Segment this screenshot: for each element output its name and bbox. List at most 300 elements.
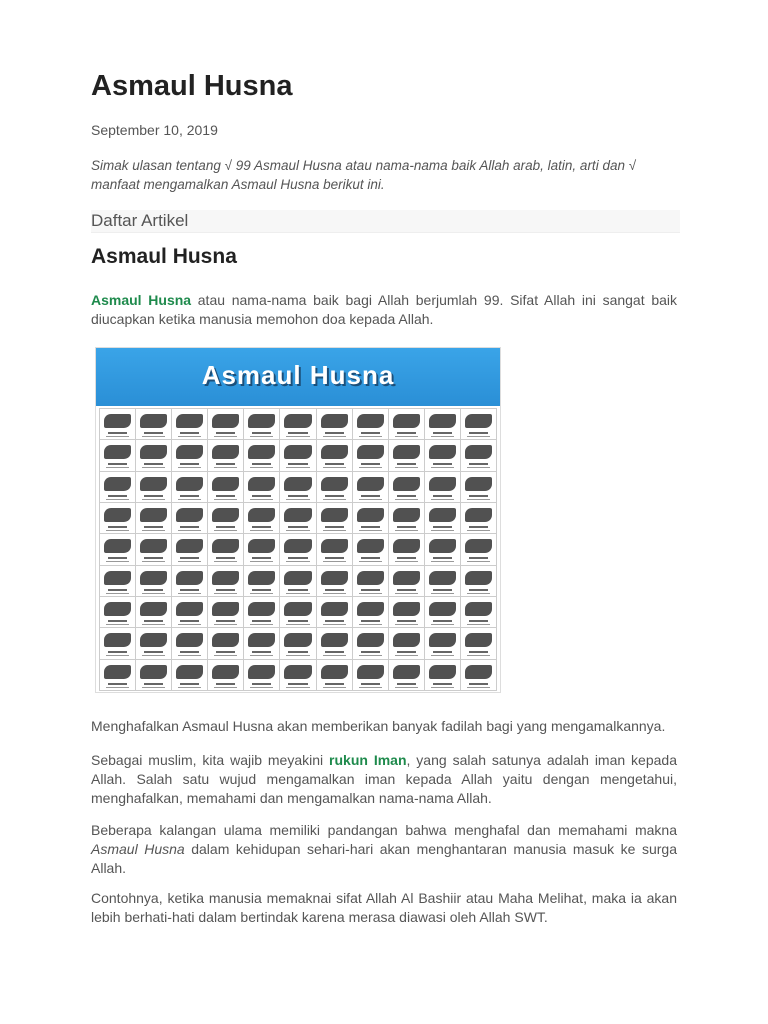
calligraphy-glyph — [321, 665, 348, 679]
calligraphy-cell — [208, 472, 244, 503]
calligraphy-cell — [244, 566, 280, 597]
calligraphy-cell — [208, 566, 244, 597]
caption-line — [106, 624, 129, 625]
calligraphy-glyph — [284, 602, 311, 616]
caption-line — [108, 526, 127, 528]
calligraphy-cell — [389, 503, 425, 534]
article-intro: Simak ulasan tentang √ 99 Asmaul Husna atau nama-nama baik Allah arab, latin, arti dan √ manfaat mengamalkan Asmaul Husna berikut ini. — [91, 158, 637, 192]
caption-line — [433, 463, 452, 465]
caption-line — [142, 436, 165, 437]
caption-line — [467, 499, 490, 500]
caption-line — [286, 593, 309, 594]
calligraphy-cell — [389, 597, 425, 628]
caption-line — [178, 655, 201, 656]
calligraphy-glyph — [212, 445, 239, 459]
caption-line — [216, 589, 235, 591]
caption-line — [216, 526, 235, 528]
caption-line — [214, 561, 237, 562]
calligraphy-cell — [172, 503, 208, 534]
calligraphy-glyph — [104, 571, 131, 585]
caption-line — [286, 655, 309, 656]
calligraphy-glyph — [248, 508, 275, 522]
caption-line — [252, 620, 271, 622]
calligraphy-glyph — [465, 508, 492, 522]
calligraphy-glyph — [357, 633, 384, 647]
caption-line — [106, 530, 129, 531]
calligraphy-glyph — [248, 571, 275, 585]
caption-line — [431, 593, 454, 594]
caption-line — [288, 463, 307, 465]
calligraphy-glyph — [104, 508, 131, 522]
caption-line — [252, 526, 271, 528]
caption-line — [467, 624, 490, 625]
calligraphy-cell — [389, 440, 425, 471]
calligraphy-glyph — [212, 477, 239, 491]
caption-line — [361, 589, 380, 591]
caption-line — [359, 624, 382, 625]
caption-line — [144, 432, 163, 434]
caption-line — [325, 526, 344, 528]
calligraphy-glyph — [465, 477, 492, 491]
caption-line — [106, 655, 129, 656]
calligraphy-glyph — [429, 665, 456, 679]
caption-line — [361, 526, 380, 528]
calligraphy-cell — [425, 628, 461, 659]
caption-line — [325, 589, 344, 591]
calligraphy-cell — [100, 597, 136, 628]
calligraphy-cell — [317, 534, 353, 565]
caption-line — [216, 683, 235, 685]
calligraphy-glyph — [284, 665, 311, 679]
caption-line — [397, 589, 416, 591]
caption-line — [469, 620, 488, 622]
calligraphy-glyph — [104, 445, 131, 459]
caption-line — [397, 620, 416, 622]
calligraphy-cell — [389, 472, 425, 503]
caption-line — [469, 589, 488, 591]
caption-line — [108, 463, 127, 465]
caption-line — [216, 495, 235, 497]
caption-line — [323, 624, 346, 625]
calligraphy-glyph — [176, 602, 203, 616]
caption-line — [431, 499, 454, 500]
caption-line — [288, 683, 307, 685]
paragraph-rukun-iman-before: Sebagai muslim, kita wajib meyakini — [91, 752, 330, 768]
calligraphy-cell — [425, 409, 461, 440]
caption-line — [106, 561, 129, 562]
caption-line — [397, 683, 416, 685]
calligraphy-cell — [172, 472, 208, 503]
caption-line — [252, 495, 271, 497]
calligraphy-glyph — [140, 633, 167, 647]
calligraphy-glyph — [429, 414, 456, 428]
section-heading: Asmaul Husna — [91, 245, 237, 268]
caption-line — [469, 432, 488, 434]
calligraphy-cell — [389, 660, 425, 691]
caption-line — [144, 557, 163, 559]
calligraphy-glyph — [393, 477, 420, 491]
calligraphy-glyph — [176, 539, 203, 553]
caption-line — [467, 467, 490, 468]
calligraphy-cell — [244, 597, 280, 628]
calligraphy-cell — [136, 660, 172, 691]
caption-line — [323, 499, 346, 500]
caption-line — [180, 432, 199, 434]
caption-line — [108, 620, 127, 622]
caption-line — [214, 436, 237, 437]
caption-line — [144, 620, 163, 622]
post-date: September 10, 2019 — [91, 122, 218, 138]
caption-line — [142, 593, 165, 594]
calligraphy-cell — [100, 566, 136, 597]
calligraphy-glyph — [357, 571, 384, 585]
caption-line — [323, 593, 346, 594]
calligraphy-glyph — [248, 602, 275, 616]
calligraphy-glyph — [393, 539, 420, 553]
caption-line — [359, 499, 382, 500]
caption-line — [467, 436, 490, 437]
caption-line — [469, 495, 488, 497]
caption-line — [325, 683, 344, 685]
calligraphy-cell — [353, 597, 389, 628]
calligraphy-glyph — [321, 602, 348, 616]
calligraphy-glyph — [393, 571, 420, 585]
calligraphy-glyph — [104, 665, 131, 679]
calligraphy-glyph — [212, 414, 239, 428]
calligraphy-glyph — [357, 445, 384, 459]
calligraphy-cell — [317, 660, 353, 691]
calligraphy-glyph — [321, 414, 348, 428]
rukun-iman-link[interactable]: rukun Iman — [329, 752, 407, 768]
caption-line — [250, 624, 273, 625]
calligraphy-cell — [208, 503, 244, 534]
caption-line — [467, 655, 490, 656]
calligraphy-glyph — [357, 539, 384, 553]
caption-line — [214, 624, 237, 625]
calligraphy-cell — [461, 566, 497, 597]
calligraphy-glyph — [176, 477, 203, 491]
calligraphy-glyph — [465, 602, 492, 616]
caption-line — [180, 620, 199, 622]
calligraphy-cell — [353, 440, 389, 471]
calligraphy-cell — [317, 472, 353, 503]
calligraphy-cell — [317, 409, 353, 440]
caption-line — [108, 557, 127, 559]
caption-line — [250, 499, 273, 500]
caption-line — [178, 593, 201, 594]
caption-line — [288, 651, 307, 653]
calligraphy-cell — [136, 597, 172, 628]
caption-line — [108, 651, 127, 653]
caption-line — [108, 589, 127, 591]
caption-line — [467, 530, 490, 531]
paragraph-ulama-after: dalam kehidupan sehari-hari akan menghantaran manusia masuk ke surga Allah. — [91, 841, 677, 876]
calligraphy-glyph — [140, 665, 167, 679]
calligraphy-glyph — [104, 633, 131, 647]
calligraphy-cell — [136, 503, 172, 534]
caption-line — [431, 436, 454, 437]
caption-line — [395, 499, 418, 500]
caption-line — [216, 651, 235, 653]
caption-line — [214, 593, 237, 594]
calligraphy-glyph — [321, 571, 348, 585]
calligraphy-glyph — [140, 508, 167, 522]
calligraphy-glyph — [284, 633, 311, 647]
caption-line — [178, 467, 201, 468]
calligraphy-glyph — [140, 602, 167, 616]
caption-line — [433, 651, 452, 653]
caption-line — [250, 530, 273, 531]
calligraphy-cell — [461, 534, 497, 565]
calligraphy-cell — [136, 534, 172, 565]
calligraphy-glyph — [248, 665, 275, 679]
paragraph-rukun-iman-after: , yang salah satunya adalah iman kepada Allah. Salah satu wujud mengamalkan iman kepada Allah yaitu dengan mengetahui, menghafalkan, memahami dan mengamalkan nama-nama Allah. — [91, 752, 677, 806]
calligraphy-cell — [172, 534, 208, 565]
calligraphy-glyph — [357, 414, 384, 428]
caption-line — [325, 620, 344, 622]
caption-line — [288, 620, 307, 622]
caption-line — [214, 499, 237, 500]
table-of-contents-toggle[interactable]: Daftar Artikel — [91, 210, 680, 233]
calligraphy-cell — [425, 472, 461, 503]
calligraphy-glyph — [393, 445, 420, 459]
caption-line — [214, 687, 237, 688]
calligraphy-cell — [461, 628, 497, 659]
calligraphy-glyph — [284, 539, 311, 553]
calligraphy-glyph — [429, 508, 456, 522]
caption-line — [395, 655, 418, 656]
calligraphy-cell — [389, 409, 425, 440]
caption-line — [323, 436, 346, 437]
caption-line — [431, 655, 454, 656]
caption-line — [250, 593, 273, 594]
caption-line — [359, 467, 382, 468]
caption-line — [288, 526, 307, 528]
calligraphy-cell — [461, 660, 497, 691]
asmaul-husna-chart-image — [95, 347, 501, 693]
caption-line — [323, 530, 346, 531]
calligraphy-glyph — [429, 445, 456, 459]
caption-line — [286, 530, 309, 531]
calligraphy-glyph — [465, 445, 492, 459]
calligraphy-glyph — [248, 445, 275, 459]
caption-line — [288, 557, 307, 559]
caption-line — [286, 467, 309, 468]
calligraphy-glyph — [357, 477, 384, 491]
calligraphy-glyph — [212, 602, 239, 616]
calligraphy-glyph — [248, 414, 275, 428]
caption-line — [252, 463, 271, 465]
calligraphy-glyph — [176, 445, 203, 459]
caption-line — [325, 463, 344, 465]
caption-line — [214, 467, 237, 468]
caption-line — [467, 561, 490, 562]
paragraph-fadilah: Menghafalkan Asmaul Husna akan memberikan banyak fadilah bagi yang mengamalkannya. — [91, 718, 666, 734]
caption-line — [288, 432, 307, 434]
paragraph-intro — [91, 291, 677, 329]
calligraphy-cell — [208, 597, 244, 628]
paragraph-intro-text: atau nama-nama baik bagi Allah berjumlah 99. Sifat Allah ini sangat baik diucapkan ketika manusia memohon doa kepada Allah. — [91, 292, 677, 327]
calligraphy-cell — [244, 440, 280, 471]
calligraphy-glyph — [248, 539, 275, 553]
caption-line — [431, 624, 454, 625]
calligraphy-cell — [136, 409, 172, 440]
calligraphy-cell — [100, 440, 136, 471]
calligraphy-glyph — [284, 414, 311, 428]
caption-line — [395, 467, 418, 468]
caption-line — [216, 463, 235, 465]
caption-line — [431, 687, 454, 688]
caption-line — [431, 467, 454, 468]
caption-line — [214, 530, 237, 531]
caption-line — [397, 651, 416, 653]
calligraphy-cell — [244, 503, 280, 534]
calligraphy-cell — [208, 409, 244, 440]
calligraphy-cell — [353, 660, 389, 691]
caption-line — [142, 655, 165, 656]
caption-line — [286, 624, 309, 625]
calligraphy-glyph — [321, 477, 348, 491]
calligraphy-cell — [317, 566, 353, 597]
caption-line — [395, 687, 418, 688]
caption-line — [286, 436, 309, 437]
caption-line — [395, 593, 418, 594]
caption-line — [142, 687, 165, 688]
caption-line — [323, 561, 346, 562]
calligraphy-glyph — [429, 633, 456, 647]
calligraphy-glyph — [321, 445, 348, 459]
caption-line — [180, 589, 199, 591]
calligraphy-glyph — [465, 539, 492, 553]
article-title: Asmaul Husna — [91, 70, 293, 102]
caption-line — [216, 432, 235, 434]
caption-line — [433, 683, 452, 685]
caption-line — [144, 683, 163, 685]
calligraphy-cell — [136, 440, 172, 471]
caption-line — [108, 495, 127, 497]
calligraphy-glyph — [140, 445, 167, 459]
calligraphy-cell — [172, 409, 208, 440]
caption-line — [433, 495, 452, 497]
calligraphy-cell — [461, 597, 497, 628]
calligraphy-glyph — [248, 633, 275, 647]
caption-line — [180, 683, 199, 685]
calligraphy-cell — [317, 628, 353, 659]
calligraphy-glyph — [321, 508, 348, 522]
caption-line — [359, 655, 382, 656]
caption-line — [325, 557, 344, 559]
calligraphy-glyph — [357, 508, 384, 522]
calligraphy-cell — [425, 440, 461, 471]
caption-line — [106, 436, 129, 437]
calligraphy-cell — [461, 503, 497, 534]
calligraphy-cell — [208, 660, 244, 691]
calligraphy-cell — [244, 660, 280, 691]
calligraphy-cell — [280, 628, 316, 659]
calligraphy-glyph — [393, 602, 420, 616]
calligraphy-glyph — [393, 665, 420, 679]
caption-line — [180, 463, 199, 465]
calligraphy-cell — [244, 409, 280, 440]
caption-line — [361, 495, 380, 497]
caption-line — [178, 530, 201, 531]
calligraphy-cell — [208, 628, 244, 659]
calligraphy-cell — [389, 628, 425, 659]
caption-line — [108, 432, 127, 434]
calligraphy-cell — [100, 628, 136, 659]
calligraphy-cell — [136, 472, 172, 503]
calligraphy-cell — [100, 472, 136, 503]
caption-line — [395, 624, 418, 625]
caption-line — [106, 499, 129, 500]
caption-line — [469, 683, 488, 685]
caption-line — [361, 651, 380, 653]
calligraphy-glyph — [393, 633, 420, 647]
chart-banner-title: Asmaul Husna — [201, 360, 395, 390]
caption-line — [431, 530, 454, 531]
calligraphy-cell — [244, 628, 280, 659]
caption-line — [323, 467, 346, 468]
caption-line — [433, 589, 452, 591]
caption-line — [397, 557, 416, 559]
calligraphy-glyph — [140, 414, 167, 428]
caption-line — [325, 495, 344, 497]
caption-line — [250, 655, 273, 656]
caption-line — [180, 526, 199, 528]
caption-line — [180, 495, 199, 497]
calligraphy-cell — [425, 660, 461, 691]
caption-line — [216, 557, 235, 559]
calligraphy-glyph — [176, 633, 203, 647]
calligraphy-cell — [136, 628, 172, 659]
paragraph-rukun-iman — [91, 751, 677, 808]
calligraphy-cell — [172, 628, 208, 659]
calligraphy-cell — [172, 566, 208, 597]
caption-line — [469, 463, 488, 465]
caption-line — [108, 683, 127, 685]
caption-line — [361, 683, 380, 685]
caption-line — [106, 687, 129, 688]
calligraphy-cell — [353, 472, 389, 503]
caption-line — [431, 561, 454, 562]
caption-line — [180, 557, 199, 559]
calligraphy-cell — [280, 660, 316, 691]
calligraphy-glyph — [429, 539, 456, 553]
calligraphy-glyph — [104, 602, 131, 616]
caption-line — [395, 561, 418, 562]
calligraphy-cell — [172, 660, 208, 691]
caption-line — [252, 557, 271, 559]
calligraphy-cell — [280, 472, 316, 503]
caption-line — [467, 687, 490, 688]
caption-line — [397, 432, 416, 434]
calligraphy-glyph — [284, 477, 311, 491]
caption-line — [142, 624, 165, 625]
calligraphy-glyph — [140, 477, 167, 491]
calligraphy-cell — [100, 503, 136, 534]
calligraphy-cell — [317, 440, 353, 471]
calligraphy-cell — [280, 440, 316, 471]
caption-line — [361, 432, 380, 434]
caption-line — [106, 467, 129, 468]
caption-line — [178, 687, 201, 688]
caption-line — [142, 467, 165, 468]
asmaul-husna-link[interactable]: Asmaul Husna — [91, 292, 192, 308]
caption-line — [325, 651, 344, 653]
caption-line — [361, 557, 380, 559]
calligraphy-glyph — [357, 602, 384, 616]
caption-line — [252, 432, 271, 434]
